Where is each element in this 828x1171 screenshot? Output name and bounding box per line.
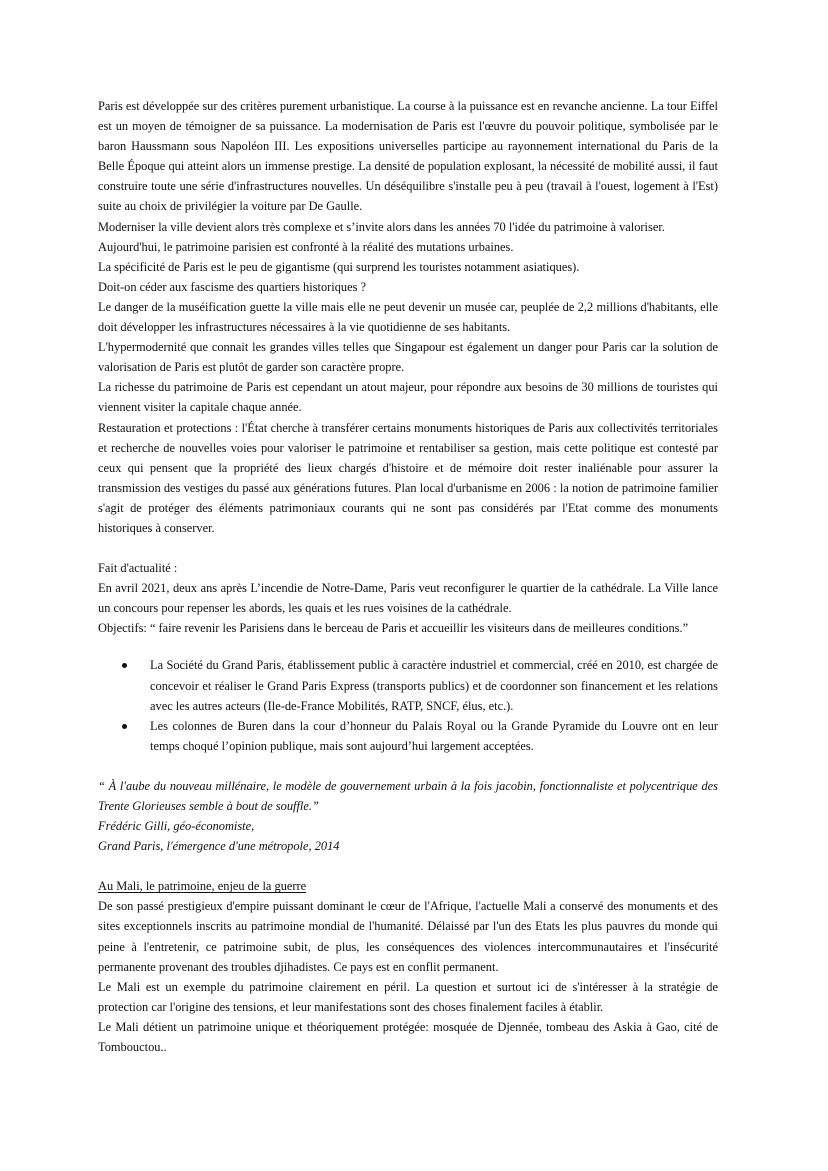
- quote-text: “ À l'aube du nouveau millénaire, le modèle de gouvernement urbain à la fois jacobin, fonctionnaliste et polycentrique des Trente Glorieuses semble à bout de souffle.”: [98, 778, 718, 813]
- quote-block: [98, 776, 718, 856]
- paragraph: Paris est développée sur des critères purement urbanistique. La course à la puissance est en revanche ancienne. La tour Eiffel est un moyen de témoigner de sa puissance. La modernisation de Paris est l'œuvre du pouvoir politique, symbolisée par le baron Haussmann sous Napoléon III. Les expositions universelles participe au rayonnement international du Paris de la Belle Époque qui atteint alors un immense prestige. La densité de population explosant, la nécessité de mobilité aussi, il faut construire toute une série d'infrastructures nouvelles. Un déséquilibre s'installe peu à peu (travail à l'ouest, logement à l'Est) suite au choix de privilégier la voiture par De Gaulle.: [98, 99, 718, 214]
- list-item-text: Les colonnes de Buren dans la cour d’honneur du Palais Royal ou la Grande Pyramide du Louvre ont en leur temps choqué l’opinion publique, mais sont aujourd’hui largement acceptées.: [150, 718, 718, 753]
- document-page: [98, 96, 718, 1057]
- actualite-objectifs: Objectifs: “ faire revenir les Parisiens dans le berceau de Paris et accueillir les visiteurs dans de meilleures conditions.”: [98, 621, 689, 636]
- quote-source: Grand Paris, l'émergence d'une métropole, 2014: [98, 839, 340, 854]
- actualite-heading: Fait d'actualité :: [98, 561, 178, 576]
- spacer: [98, 856, 718, 876]
- bullet-icon: [122, 724, 127, 729]
- bullet-list: [98, 655, 718, 755]
- paragraph: Le danger de la muséification guette la ville mais elle ne peut devenir un musée car, peuplée de 2,2 millions d'habitants, elle doit développer les infrastructures nécessaires à la vie quotidienne de ses habitants.: [98, 299, 718, 335]
- paragraph: Le Mali détient un patrimoine unique et théoriquement protégée: mosquée de Djennée, tombeau des Askia à Gao, cité de Tombouctou..: [98, 1019, 718, 1055]
- paragraph: L'hypermodernité que connait les grandes villes telles que Singapour est également un danger pour Paris car la solution de valorisation de Paris est plutôt de garder son caractère propre.: [98, 340, 718, 375]
- spacer: [98, 756, 718, 776]
- section-title: Au Mali, le patrimoine, enjeu de la guerre: [98, 879, 307, 894]
- bullet-icon: [122, 663, 127, 668]
- paragraph: Doit-on céder aux fascisme des quartiers historiques ?: [98, 279, 367, 294]
- actualite-text: En avril 2021, deux ans après L’incendie de Notre-Dame, Paris veut reconfigurer le quartier de la cathédrale. La Ville lance un concours pour repenser les abords, les quais et les rues voisines de la cathédrale.: [98, 581, 718, 616]
- paragraph: Aujourd'hui, le patrimoine parisien est confronté à la réalité des mutations urbaines.: [98, 239, 514, 254]
- paragraph: Restauration et protections : l'État cherche à transférer certains monuments historiques de Paris aux collectivités territoriales et recherche de nouvelles voies pour valoriser le patrimoine et rentabiliser sa gestion, mais cette politique est contesté par ceux qui pensent que la propriété des lieux chargés d'histoire et de mémoire doit rester inaliénable pour assurer la transmission des vestiges du passé aux générations futures. Plan local d'urbanisme en 2006 : la notion de patrimoine familier s'agit de protéger des éléments patrimoniaux courants qui ne sont pas considérés par l'Etat comme des monuments historiques à conserver.: [98, 420, 718, 535]
- spacer: [98, 538, 718, 558]
- list-item-text: La Société du Grand Paris, établissement public à caractère industriel et commercial, créé en 2010, est chargée de concevoir et réaliser le Grand Paris Express (transports publics) et de coordonner son financement et les relations avec les autres acteurs (Ile-de-France Mobilités, RATP, SNCF, élus, etc.).: [150, 658, 718, 713]
- paragraph: Moderniser la ville devient alors très complexe et s’invite alors dans les années 70 l'idée du patrimoine à valoriser.: [98, 219, 665, 234]
- paragraph: La richesse du patrimoine de Paris est cependant un atout majeur, pour répondre aux besoins de 30 millions de touristes qui viennent visiter la capitale chaque année.: [98, 380, 718, 415]
- list-item: [98, 716, 718, 756]
- quote-author: Frédéric Gilli, géo-économiste,: [98, 819, 255, 834]
- paragraph: De son passé prestigieux d'empire puissant dominant le cœur de l'Afrique, l'actuelle Mali a conservé des monuments et des sites exceptionnels inscrits au patrimoine mondial de l'humanité. Délaissé par l'un des Etats les plus pauvres du monde qui peine à l'entretenir, ce patrimoine subit, de plus, les conséquences des violences intercommunautaires et l'insécurité permanente provenant des troubles djihadistes. Ce pays est en conflit permanent.: [98, 899, 718, 974]
- paragraph: La spécificité de Paris est le peu de gigantisme (qui surprend les touristes notamment asiatiques).: [98, 259, 580, 274]
- list-item: [98, 655, 718, 715]
- paragraph: Le Mali est un exemple du patrimoine clairement en péril. La question et surtout ici de s'intéresser à la stratégie de protection car l'origine des tensions, et leur manifestations sont des choses finalement faciles à établir.: [98, 979, 718, 1014]
